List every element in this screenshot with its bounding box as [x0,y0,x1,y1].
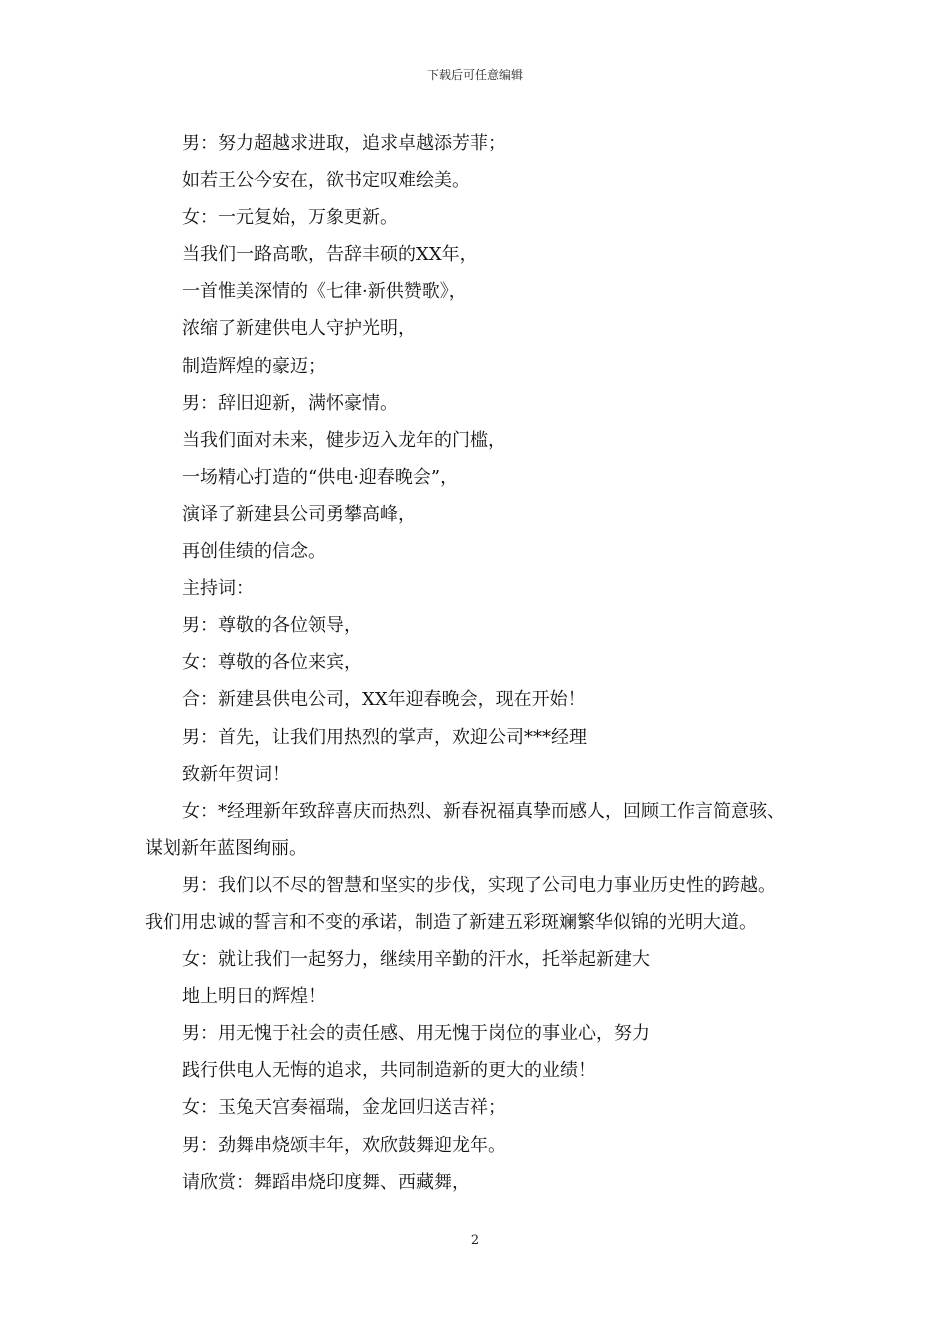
text-line: 女：*经理新年致辞喜庆而热烈、新春祝福真挚而感人，回顾工作言简意骇、 [182,800,785,822]
text-line: 合：新建县供电公司，XX年迎春晚会，现在开始！ [182,689,586,711]
text-line: 当我们一路高歌，告辞丰硕的XX年， [182,244,478,266]
text-line: 制造辉煌的豪迈； [182,355,326,377]
text-line: 一首惟美深情的《七律·新供赞歌》， [182,281,467,303]
text-line: 当我们面对未来，健步迈入龙年的门槛， [182,429,506,451]
text-line: 再创佳绩的信念。 [182,541,326,563]
text-line: 如若王公今安在，欲书定叹难绘美。 [182,170,470,192]
text-line: 女：尊敬的各位来宾， [182,652,362,674]
page-number: 2 [470,1233,480,1248]
text-line: 浓缩了新建供电人守护光明， [182,318,416,340]
text-line: 男：劲舞串烧颂丰年，欢欣鼓舞迎龙年。 [182,1134,506,1156]
document-body [145,125,825,1201]
text-line: 男：用无愧于社会的责任感、用无愧于岗位的事业心，努力 [182,1023,650,1045]
page-header-note: 下载后可任意编辑 [426,68,523,82]
text-line: 男：辞旧迎新，满怀豪情。 [182,392,398,414]
text-line: 男：努力超越求进取，追求卓越添芳菲； [182,133,506,154]
text-line: 女：玉兔天宫奏福瑞，金龙回归送吉祥； [182,1097,506,1119]
text-line: 地上明日的辉煌！ [182,986,326,1008]
text-line: 致新年贺词！ [182,763,290,785]
text-line: 男：首先，让我们用热烈的掌声，欢迎公司***经理 [182,726,587,748]
text-line: 我们用忠诚的誓言和不变的承诺，制造了新建五彩斑斓繁华似锦的光明大道。 [145,911,757,933]
text-line: 女：就让我们一起努力，继续用辛勤的汗水，托举起新建大 [182,949,650,971]
text-line: 男：尊敬的各位领导， [182,615,362,637]
text-line: 男：我们以不尽的智慧和坚实的步伐，实现了公司电力事业历史性的跨越。 [182,874,776,896]
text-line: 践行供电人无悔的追求，共同制造新的更大的业绩！ [182,1060,596,1082]
text-line: 女：一元复始，万象更新。 [182,207,398,229]
text-line: 一场精心打造的“供电·迎春晚会”， [182,466,459,488]
text-line: 主持词： [182,578,254,600]
text-line: 演译了新建县公司勇攀高峰， [182,503,416,525]
text-line: 请欣赏：舞蹈串烧印度舞、西藏舞， [182,1171,470,1193]
text-line: 谋划新年蓝图绚丽。 [145,837,307,859]
